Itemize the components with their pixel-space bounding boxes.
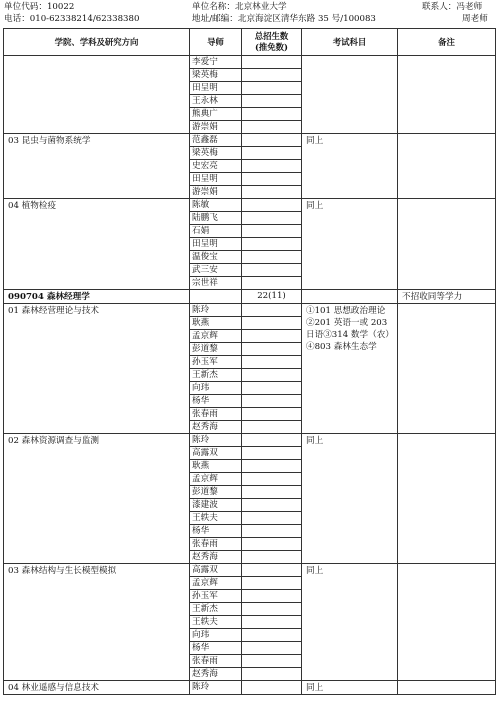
advisor-name: 陆鹏飞	[190, 212, 242, 225]
quota-cell	[242, 343, 302, 356]
advisor-name: 熊典广	[190, 108, 242, 121]
address: 地址/邮编：北京海淀区清华东路 35 号/100083	[192, 14, 376, 24]
advisor-name: 王新杰	[190, 603, 242, 616]
advisor-name: 杨华	[190, 395, 242, 408]
exam-subjects: 同上	[302, 564, 398, 681]
quota-cell	[242, 69, 302, 82]
advisor-name: 彭道黎	[190, 343, 242, 356]
phone: 电话：010-62338214/62338380	[4, 14, 140, 24]
quota-cell	[242, 82, 302, 95]
quota-cell	[242, 108, 302, 121]
advisor-name: 漆建波	[190, 499, 242, 512]
advisor-name: 田呈明	[190, 238, 242, 251]
research-direction	[4, 56, 190, 134]
advisor-name: 杨华	[190, 525, 242, 538]
quota-cell	[242, 538, 302, 551]
advisor-name: 彭道黎	[190, 486, 242, 499]
advisor-name: 陈玲	[190, 681, 242, 695]
table-row	[4, 134, 496, 147]
discipline-name: 090704 森林经理学	[4, 290, 190, 304]
advisor-name: 向玮	[190, 629, 242, 642]
quota-cell	[242, 408, 302, 421]
quota-cell	[242, 460, 302, 473]
quota-cell	[242, 499, 302, 512]
advisor-name: 梁英梅	[190, 147, 242, 160]
exam-subjects	[302, 56, 398, 134]
quota-cell	[242, 512, 302, 525]
research-direction: 03 森林结构与生长模型模拟	[4, 564, 190, 681]
exam-subjects	[302, 290, 398, 304]
note-cell	[398, 199, 496, 290]
enrollment-table	[3, 28, 496, 695]
advisor-name: 王轶夫	[190, 512, 242, 525]
col-header-exam: 考试科目	[302, 29, 398, 56]
research-direction: 04 植物检疫	[4, 199, 190, 290]
discipline-quota: 22(11)	[242, 290, 302, 304]
advisor-name: 高露双	[190, 564, 242, 577]
contact-2: 周老师	[462, 14, 488, 24]
quota-cell	[242, 317, 302, 330]
quota-cell	[242, 56, 302, 69]
discipline-note: 不招收同等学力	[398, 290, 496, 304]
advisor-name: 孟京辉	[190, 330, 242, 343]
advisor-name: 张春雨	[190, 408, 242, 421]
table-row	[4, 56, 496, 69]
quota-cell	[242, 147, 302, 160]
advisor-name: 陈玲	[190, 304, 242, 317]
quota-cell	[242, 160, 302, 173]
advisor-name: 孙玉军	[190, 356, 242, 369]
quota-cell	[242, 473, 302, 486]
quota-cell	[242, 551, 302, 564]
quota-cell	[242, 186, 302, 199]
quota-cell	[242, 590, 302, 603]
table-row	[4, 199, 496, 212]
quota-cell	[242, 577, 302, 590]
advisor-name: 王轶夫	[190, 616, 242, 629]
table-row	[4, 304, 496, 317]
advisor-name	[190, 290, 242, 304]
quota-cell	[242, 134, 302, 147]
quota-cell	[242, 251, 302, 264]
advisor-name: 游崇娟	[190, 186, 242, 199]
advisor-name: 范鑫磊	[190, 134, 242, 147]
note-cell	[398, 681, 496, 695]
discipline-row	[4, 290, 496, 304]
advisor-name: 张春雨	[190, 655, 242, 668]
advisor-name: 赵秀海	[190, 551, 242, 564]
quota-cell	[242, 564, 302, 577]
quota-cell	[242, 603, 302, 616]
advisor-name: 李爱宁	[190, 56, 242, 69]
advisor-name: 石娟	[190, 225, 242, 238]
advisor-name: 赵秀海	[190, 668, 242, 681]
advisor-name: 耿燕	[190, 317, 242, 330]
quota-cell	[242, 616, 302, 629]
quota-cell	[242, 395, 302, 408]
exam-subjects: 同上	[302, 681, 398, 695]
quota-cell	[242, 421, 302, 434]
research-direction: 01 森林经营理论与技术	[4, 304, 190, 434]
research-direction: 04 林业遥感与信息技术	[4, 681, 190, 695]
unit-code: 单位代码：10022	[4, 2, 75, 12]
advisor-name: 高露双	[190, 447, 242, 460]
quota-cell	[242, 356, 302, 369]
quota-cell	[242, 95, 302, 108]
note-cell	[398, 134, 496, 199]
research-direction: 03 昆虫与菌物系统学	[4, 134, 190, 199]
quota-cell	[242, 264, 302, 277]
quota-cell	[242, 434, 302, 447]
advisor-name: 武三安	[190, 264, 242, 277]
quota-cell	[242, 369, 302, 382]
col-header-quota: 总招生数 (推免数)	[242, 29, 302, 56]
quota-cell	[242, 668, 302, 681]
quota-cell	[242, 277, 302, 290]
unit-name: 单位名称：北京林业大学	[192, 2, 287, 12]
table-header-row	[4, 29, 496, 56]
advisor-name: 温俊宝	[190, 251, 242, 264]
advisor-name: 梁英梅	[190, 69, 242, 82]
contact: 联系人：冯老师	[422, 2, 483, 12]
advisor-name: 王新杰	[190, 369, 242, 382]
advisor-name: 赵秀海	[190, 421, 242, 434]
table-row	[4, 434, 496, 447]
exam-subjects: 同上	[302, 134, 398, 199]
advisor-name: 向玮	[190, 382, 242, 395]
advisor-name: 史宏亮	[190, 160, 242, 173]
col-header-note: 备注	[398, 29, 496, 56]
advisor-name: 孙玉军	[190, 590, 242, 603]
quota-cell	[242, 225, 302, 238]
table-row	[4, 564, 496, 577]
col-header-advisor: 导师	[190, 29, 242, 56]
advisor-name: 田呈明	[190, 82, 242, 95]
quota-cell	[242, 642, 302, 655]
quota-cell	[242, 330, 302, 343]
advisor-name: 孟京辉	[190, 577, 242, 590]
quota-cell	[242, 655, 302, 668]
advisor-name: 宗世祥	[190, 277, 242, 290]
table-row	[4, 681, 496, 695]
advisor-name: 张春雨	[190, 538, 242, 551]
advisor-name: 耿燕	[190, 460, 242, 473]
quota-cell	[242, 212, 302, 225]
quota-cell	[242, 238, 302, 251]
note-cell	[398, 564, 496, 681]
note-cell	[398, 304, 496, 434]
exam-subjects: 同上	[302, 434, 398, 564]
quota-cell	[242, 447, 302, 460]
advisor-name: 田呈明	[190, 173, 242, 186]
advisor-name: 游崇娟	[190, 121, 242, 134]
quota-cell	[242, 304, 302, 317]
note-cell	[398, 56, 496, 134]
note-cell	[398, 434, 496, 564]
quota-cell	[242, 629, 302, 642]
advisor-name: 孟京辉	[190, 473, 242, 486]
exam-subjects: ①101 思想政治理论②201 英语一或 203 日语③314 数学（农）④803 森林生态学	[302, 304, 398, 434]
advisor-name: 王永林	[190, 95, 242, 108]
advisor-name: 陈玲	[190, 434, 242, 447]
quota-cell	[242, 525, 302, 538]
col-header-direction: 学院、学科及研究方向	[4, 29, 190, 56]
advisor-name: 杨华	[190, 642, 242, 655]
quota-cell	[242, 199, 302, 212]
quota-cell	[242, 121, 302, 134]
quota-cell	[242, 173, 302, 186]
advisor-name: 陈敏	[190, 199, 242, 212]
exam-subjects: 同上	[302, 199, 398, 290]
quota-cell	[242, 486, 302, 499]
quota-cell	[242, 382, 302, 395]
quota-cell	[242, 681, 302, 695]
research-direction: 02 森林资源调查与监测	[4, 434, 190, 564]
